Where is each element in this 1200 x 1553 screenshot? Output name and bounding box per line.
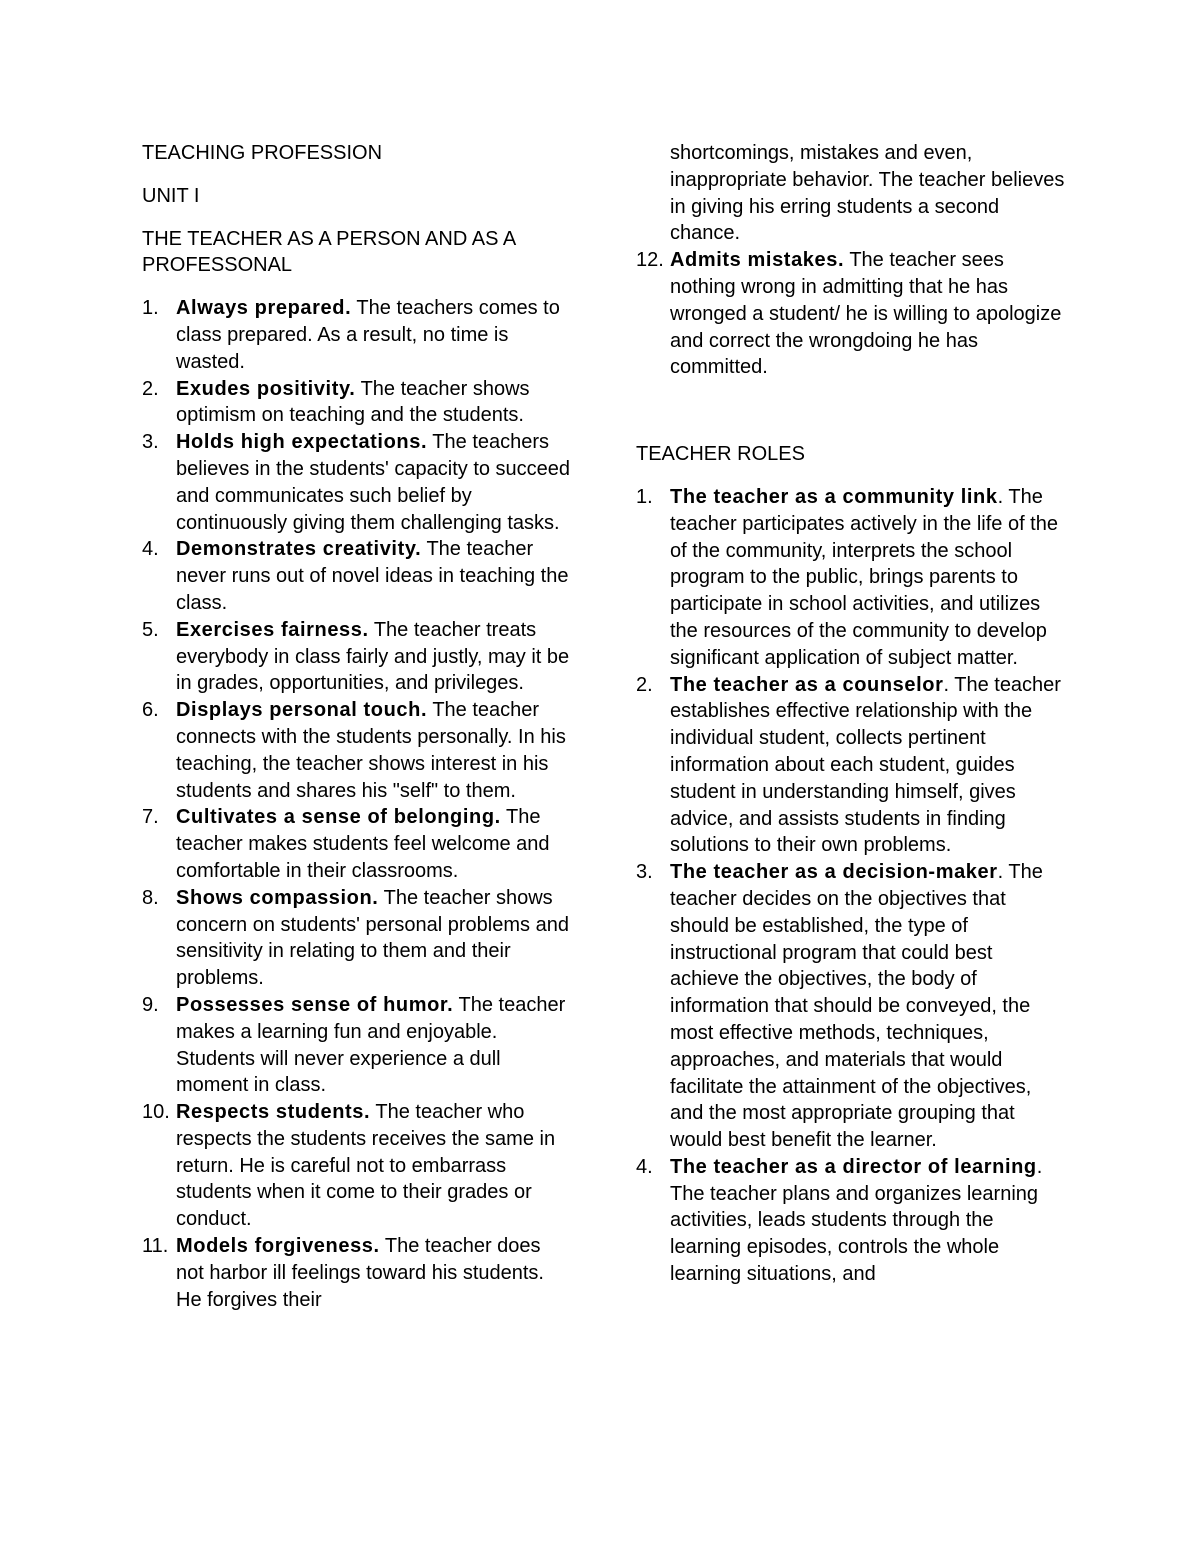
item-lead: Respects students. bbox=[176, 1101, 371, 1124]
list-item bbox=[142, 885, 572, 992]
item-text: The teacher makes students feel welcome and comfortable in their classrooms. bbox=[176, 806, 550, 882]
list-item bbox=[142, 1233, 572, 1313]
item-text: The teacher sees nothing wrong in admitting that he has wronged a student/ he is willing to apologize and correct the wrongdoing he has committed. bbox=[670, 249, 1062, 379]
item-text: The teacher treats everybody in class fairly and justly, may it be in grades, opportunities, and privileges. bbox=[176, 618, 570, 695]
list-item bbox=[142, 617, 572, 697]
item-text: The teacher never runs out of novel ideas in teaching the class. bbox=[176, 538, 569, 614]
item-number: 1. bbox=[636, 485, 653, 508]
item-number: 8. bbox=[142, 886, 159, 909]
list-item bbox=[142, 697, 572, 804]
item-lead: Admits mistakes. bbox=[670, 249, 845, 272]
item-number: 3. bbox=[636, 861, 653, 884]
item-text: . The teacher establishes effective relationship with the individual student, collects pertinent information about each student, guides student in understanding himself, gives advice, and assists students in finding solutions to their own problems. bbox=[670, 673, 1061, 857]
list-item bbox=[636, 1154, 1066, 1288]
list-item bbox=[142, 376, 572, 430]
trait-list-continued bbox=[636, 247, 1066, 381]
item-number: 7. bbox=[142, 806, 159, 829]
item-text: The teachers comes to class prepared. As a result, no time is wasted. bbox=[176, 297, 560, 373]
roles-title: TEACHER ROLES bbox=[636, 443, 805, 466]
item-lead: Cultivates a sense of belonging. bbox=[176, 806, 501, 829]
list-item bbox=[636, 672, 1066, 860]
item-lead: Demonstrates creativity. bbox=[176, 538, 422, 561]
item-text: . The teacher plans and organizes learning activities, leads students through the learning episodes, controls the whole learning situations, and bbox=[670, 1155, 1043, 1286]
item-number: 1. bbox=[142, 297, 159, 320]
item-lead: Models forgiveness. bbox=[176, 1235, 380, 1258]
section-title: THE TEACHER AS A PERSON AND AS A PROFESSONAL bbox=[142, 227, 516, 277]
item-text: The teacher shows optimism on teaching and the students. bbox=[176, 377, 530, 427]
item-number: 4. bbox=[142, 538, 159, 561]
item-lead: Holds high expectations. bbox=[176, 431, 428, 454]
item-lead: Displays personal touch. bbox=[176, 699, 428, 722]
item-lead: The teacher as a director of learning bbox=[670, 1155, 1037, 1178]
item-number: 4. bbox=[636, 1155, 653, 1178]
item-lead: The teacher as a community link bbox=[670, 485, 998, 508]
item-text: The teacher shows concern on students' personal problems and sensitivity in relating to them and their problems. bbox=[176, 886, 569, 990]
right-column bbox=[636, 140, 1066, 1288]
roles-list bbox=[636, 484, 1066, 1288]
item-number: 3. bbox=[142, 431, 159, 454]
list-item bbox=[142, 1099, 572, 1233]
list-item bbox=[142, 804, 572, 884]
item-text: . The teacher participates actively in the life of the of the community, interprets the school program to the public, brings parents to participate in school activities, and utilizes the resources of the community to develop significant application of subject matter. bbox=[670, 485, 1058, 669]
item-lead: Exercises fairness. bbox=[176, 618, 369, 641]
item-number: 11. bbox=[142, 1235, 169, 1258]
list-item bbox=[142, 992, 572, 1099]
item-lead: The teacher as a decision-maker bbox=[670, 861, 998, 884]
document-title: TEACHING PROFESSION bbox=[142, 142, 383, 164]
item-text: The teacher connects with the students personally. In his teaching, the teacher shows interest in his students and shares his "self" to them. bbox=[176, 699, 566, 802]
item-number: 2. bbox=[636, 673, 653, 696]
list-item bbox=[636, 247, 1066, 381]
item-text: The teacher does not harbor ill feelings toward his students. He forgives their bbox=[176, 1235, 544, 1311]
item-text: The teacher who respects the students receives the same in return. He is careful not to embarrass students when it come to their grades or conduct. bbox=[176, 1101, 556, 1231]
item-lead: Exudes positivity. bbox=[176, 377, 356, 400]
list-item bbox=[636, 859, 1066, 1154]
list-item bbox=[636, 484, 1066, 672]
item-text: The teachers believes in the students' capacity to succeed and communicates such belief by continuously giving them challenging tasks. bbox=[176, 431, 571, 534]
continued-paragraph: shortcomings, mistakes and even, inappropriate behavior. The teacher believes in giving his erring students a second chance. bbox=[670, 142, 1065, 245]
item-lead: Always prepared. bbox=[176, 297, 352, 320]
item-number: 10. bbox=[142, 1101, 170, 1124]
list-item bbox=[142, 429, 572, 536]
item-number: 12. bbox=[636, 249, 664, 272]
item-number: 9. bbox=[142, 993, 159, 1016]
item-text: . The teacher decides on the objectives that should be established, the type of instructional program that could best achieve the objectives, the body of information that should be conveyed, the most effective methods, techniques, approaches, and materials that would facilitate the attainment of the objectives, and the most appropriate grouping that would best benefit the learner. bbox=[670, 861, 1043, 1152]
unit-heading: UNIT I bbox=[142, 184, 200, 207]
item-lead: Possesses sense of humor. bbox=[176, 993, 454, 1016]
item-lead: Shows compassion. bbox=[176, 886, 379, 909]
list-item bbox=[142, 295, 572, 375]
item-number: 5. bbox=[142, 618, 159, 641]
list-item bbox=[142, 536, 572, 616]
item-number: 2. bbox=[142, 377, 159, 400]
item-number: 6. bbox=[142, 699, 159, 722]
item-text: The teacher makes a learning fun and enjoyable. Students will never experience a dull moment in class. bbox=[176, 993, 566, 1097]
left-column bbox=[142, 140, 572, 1313]
item-lead: The teacher as a counselor bbox=[670, 673, 944, 696]
trait-list bbox=[142, 295, 572, 1313]
